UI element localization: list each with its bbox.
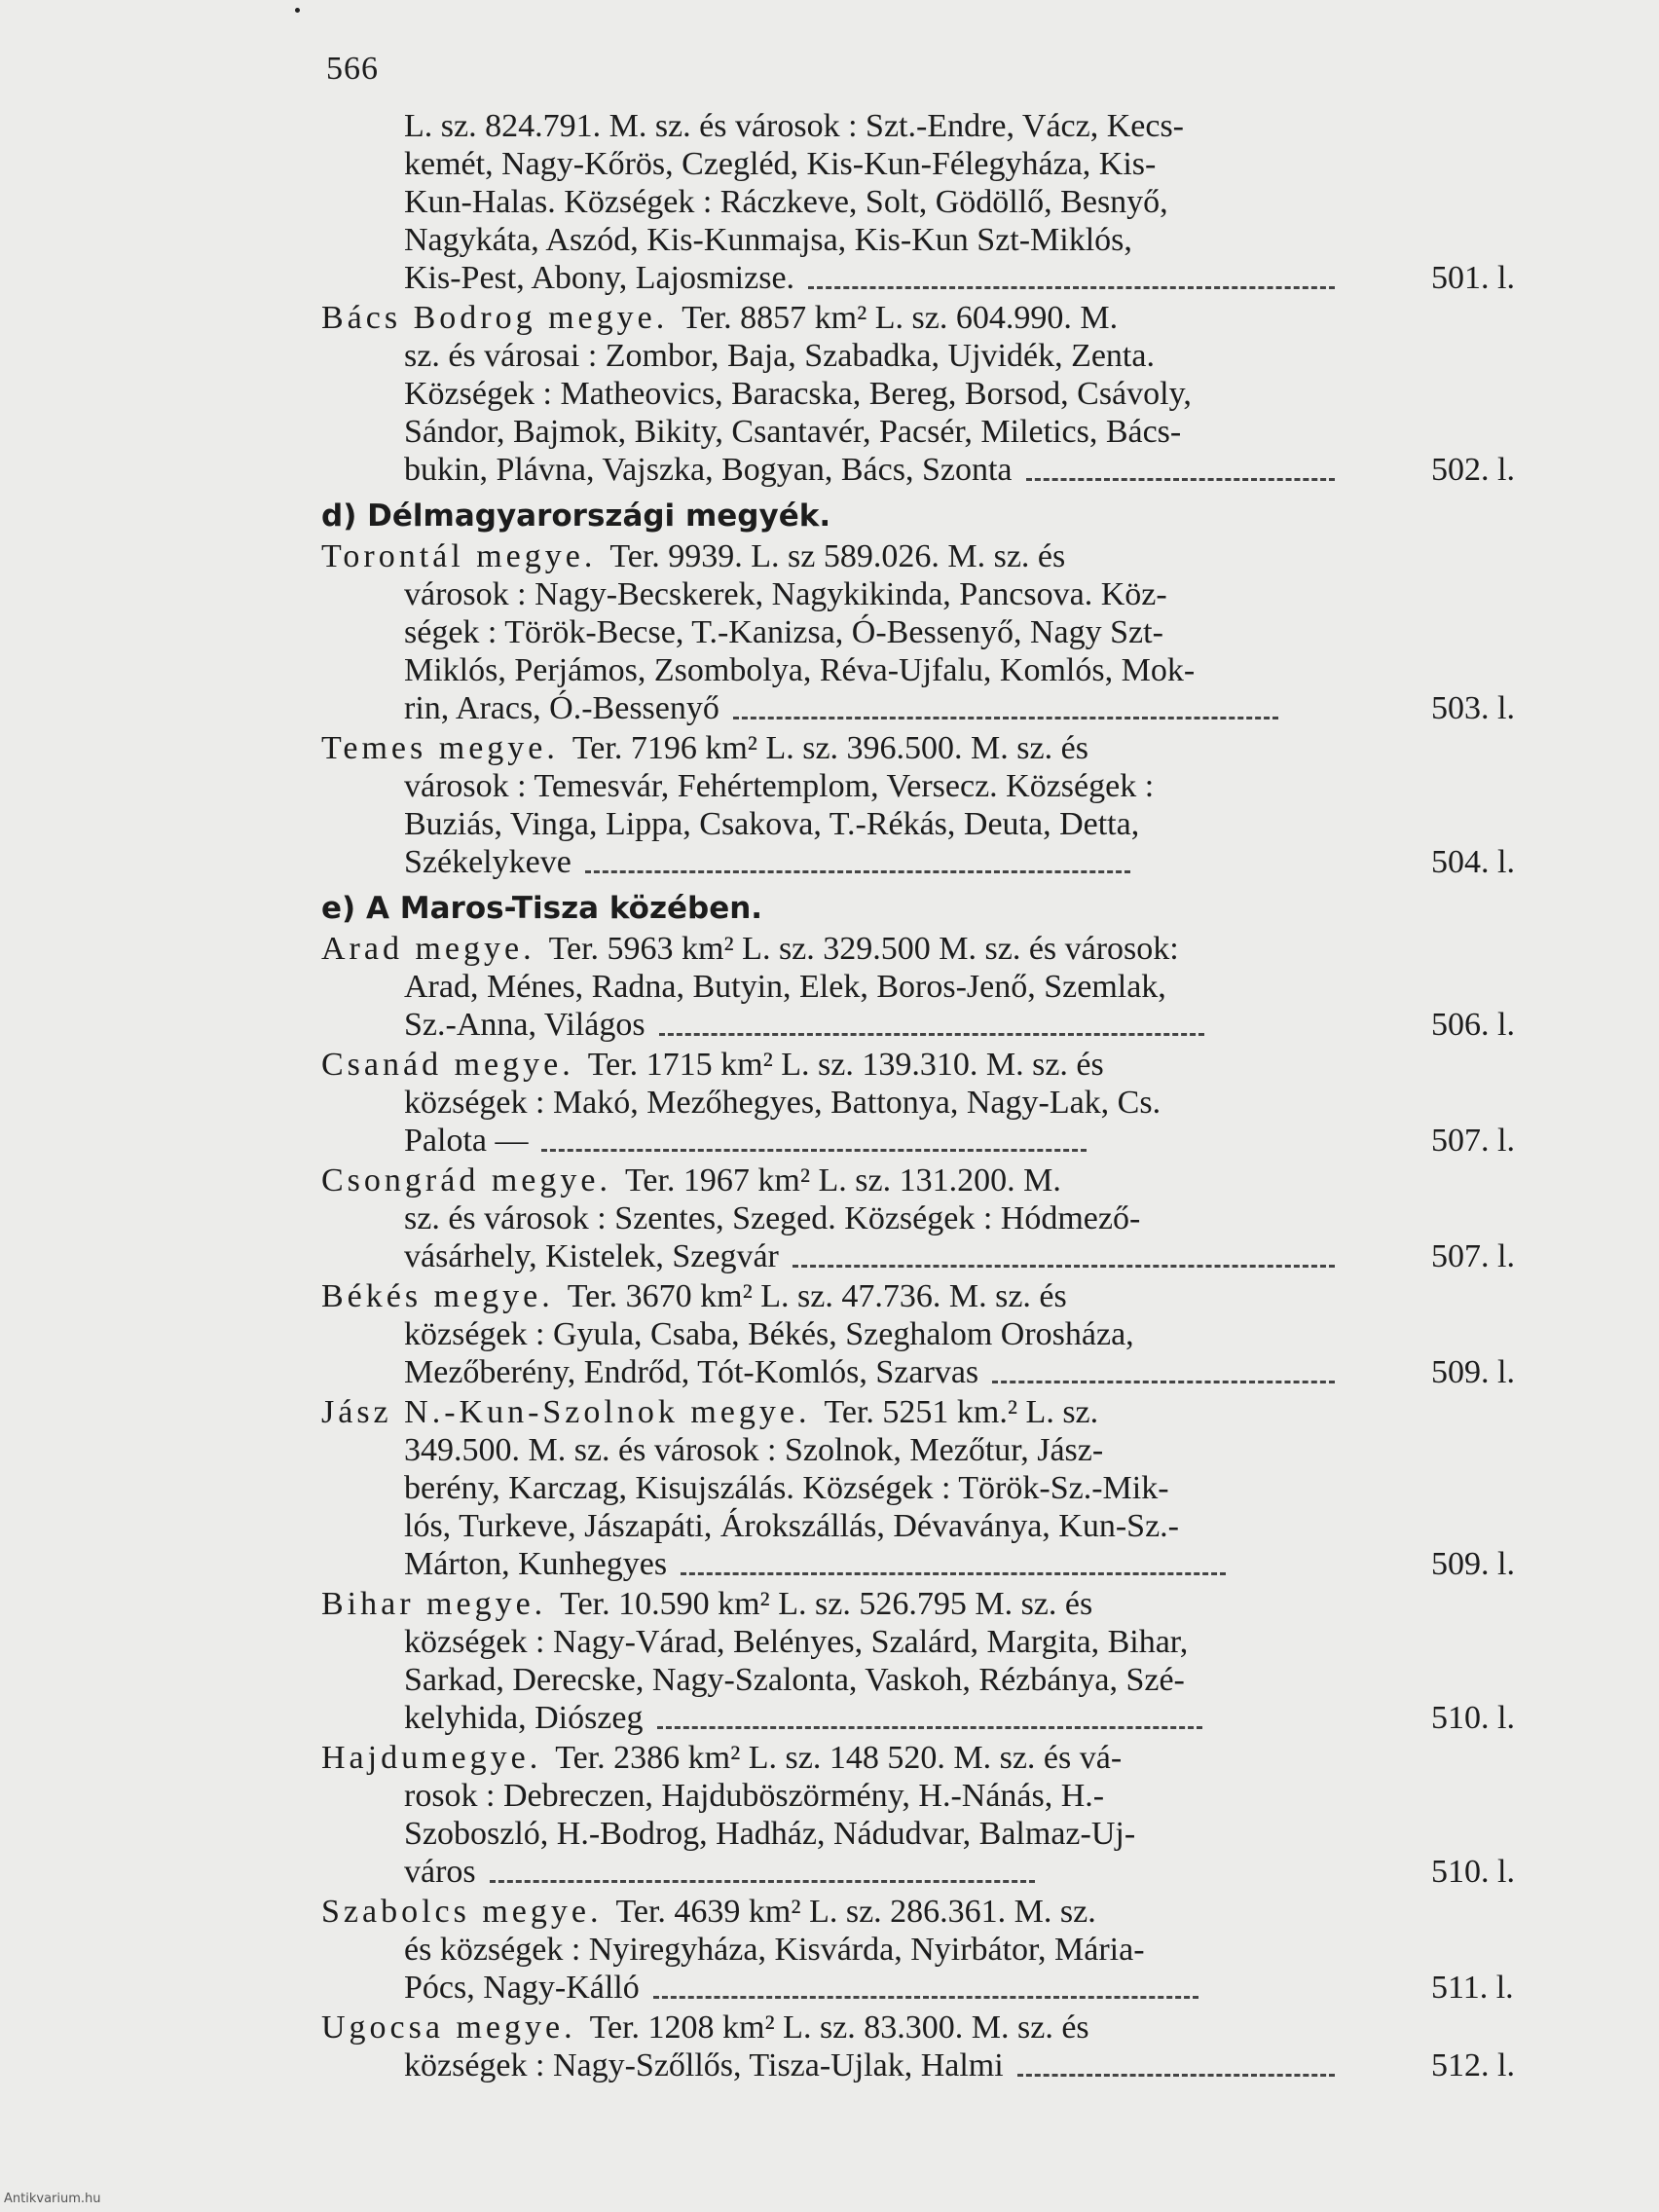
dot-leader: [585, 870, 1130, 873]
entry-text-line: Sarkad, Derecske, Nagy-Szalonta, Vaskoh, Rézbánya, Szé-: [404, 1662, 1185, 1698]
entry-text-line: sz. és városok : Szentes, Szeged. Községek : Hódmező-: [404, 1200, 1141, 1236]
dot-leader: [657, 1726, 1202, 1729]
entry-text-line: Ter. 8857 km² L. sz. 604.990. M.: [682, 300, 1119, 336]
page-number: 566: [326, 51, 379, 87]
dot-leader: [490, 1880, 1035, 1883]
entry-text-line: bukin, Plávna, Vajszka, Bogyan, Bács, Szonta: [404, 452, 1013, 488]
entry-text-line: rin, Aracs, Ó.-Bessenyő: [404, 690, 719, 726]
dot-leader: [1017, 2074, 1335, 2077]
county-name: Békés megye.: [321, 1278, 554, 1314]
entry-text-line: Buziás, Vinga, Lippa, Csakova, T.-Rékás, Deuta, Detta,: [404, 806, 1140, 842]
entry-text-line: Kis-Pest, Abony, Lajosmizse.: [404, 260, 795, 296]
dot-leader: [659, 1033, 1204, 1036]
county-entry-temes: [321, 729, 1558, 881]
entry-text-line: Mezőberény, Endrőd, Tót-Komlós, Szarvas: [404, 1354, 979, 1390]
page-reference: 510. l.: [1431, 1700, 1515, 1736]
page-reference: 502. l.: [1431, 452, 1515, 488]
gazetteer-list: [321, 107, 1558, 2086]
county-entry-jasz: [321, 1393, 1558, 1583]
page-reference: 509. l.: [1431, 1546, 1515, 1582]
entry-text-line: Ter. 7196 km² L. sz. 396.500. M. sz. és: [571, 730, 1088, 766]
entry-text-line: községek : Gyula, Csaba, Békés, Szeghalom Orosháza,: [404, 1316, 1134, 1352]
entry-text-line: Ter. 1967 km² L. sz. 131.200. M.: [624, 1162, 1061, 1198]
entry-text-line: Ter. 1208 km² L. sz. 83.300. M. sz. és: [589, 2009, 1089, 2046]
entry-text-line: Ter. 3670 km² L. sz. 47.736. M. sz. és: [567, 1278, 1067, 1314]
page-reference: 506. l.: [1431, 1007, 1515, 1043]
entry-text-line: Községek : Matheovics, Baracska, Bereg, Borsod, Csávoly,: [404, 376, 1192, 412]
entry-text-line: városok : Temesvár, Fehértemplom, Versecz. Községek :: [404, 768, 1155, 804]
dot-leader: [992, 1381, 1335, 1383]
county-entry-szabolcs: [321, 1893, 1558, 2007]
county-entry-bacs: [321, 299, 1558, 489]
entry-text-line: községek : Makó, Mezőhegyes, Battonya, Nagy-Lak, Cs.: [404, 1085, 1161, 1121]
county-name: Hajdumegye.: [321, 1740, 542, 1776]
entry-text-line: Ter. 5963 km² L. sz. 329.500 M. sz. és városok:: [548, 931, 1179, 967]
entry-text-line: 349.500. M. sz. és városok : Szolnok, Mezőtur, Jász-: [404, 1432, 1104, 1468]
entry-text-line: ségek : Török-Becse, T.-Kanizsa, Ó-Bessenyő, Nagy Szt-: [404, 614, 1163, 650]
entry-text-line: Márton, Kunhegyes: [404, 1546, 668, 1582]
entry-text-line: Ter. 5251 km.² L. sz.: [824, 1394, 1099, 1430]
entry-text-line: és községek : Nyiregyháza, Kisvárda, Nyirbátor, Mária-: [404, 1932, 1145, 1968]
entry-text-line: Kun-Halas. Községek : Ráczkeve, Solt, Gödöllő, Besnyő,: [404, 184, 1168, 220]
page-reference: 504. l.: [1431, 844, 1515, 880]
county-entry-bihar: [321, 1585, 1558, 1737]
entry-text-line: Nagykáta, Aszód, Kis-Kunmajsa, Kis-Kun Szt-Miklós,: [404, 222, 1132, 258]
entry-text-line: L. sz. 824.791. M. sz. és városok : Szt.-Endre, Vácz, Kecs-: [404, 108, 1185, 144]
entry-text-line: lós, Turkeve, Jászapáti, Árokszállás, Dévaványa, Kun-Sz.-: [404, 1508, 1179, 1544]
section-heading: d) Délmagyarországi megyék.: [321, 498, 831, 534]
dot-leader: [793, 1265, 1335, 1268]
county-entry-csanad: [321, 1046, 1558, 1160]
county-entry-ugocsa: [321, 2009, 1558, 2084]
entry-text-line: Sándor, Bajmok, Bikity, Csantavér, Pacsér, Miletics, Bács-: [404, 414, 1182, 450]
county-entry-hajdu: [321, 1739, 1558, 1891]
section-heading: e) A Maros-Tisza közében.: [321, 891, 763, 926]
county-name: Bács Bodrog megye.: [321, 300, 669, 336]
county-entry-pest: [321, 107, 1558, 297]
entry-text-line: Sz.-Anna, Világos: [404, 1007, 645, 1043]
county-entry-torontal: [321, 537, 1558, 727]
entry-text-line: sz. és városai : Zombor, Baja, Szabadka, Ujvidék, Zenta.: [404, 338, 1155, 374]
dot-leader: [653, 1996, 1198, 1999]
page-reference: 510. l.: [1431, 1854, 1515, 1890]
entry-text-line: Szoboszló, H.-Bodrog, Hadház, Nádudvar, Balmaz-Uj-: [404, 1816, 1136, 1852]
entry-text-line: rosok : Debreczen, Hajduböszörmény, H.-Nánás, H.-: [404, 1778, 1105, 1814]
dot-leader: [541, 1149, 1087, 1152]
county-entry-bekes: [321, 1277, 1558, 1391]
entry-text-line: Miklós, Perjámos, Zsombolya, Réva-Ujfalu, Komlós, Mok-: [404, 652, 1196, 688]
page-reference: 511. l.: [1431, 1970, 1514, 2006]
entry-text-line: Arad, Ménes, Radna, Butyin, Elek, Boros-Jenő, Szemlak,: [404, 969, 1166, 1005]
county-name: Ugocsa megye.: [321, 2009, 576, 2046]
county-name: Csanád megye.: [321, 1047, 574, 1083]
page-reference: 512. l.: [1431, 2047, 1515, 2083]
county-entry-csongrad: [321, 1161, 1558, 1275]
page-reference: 503. l.: [1431, 690, 1515, 726]
entry-text-line: kelyhida, Diószeg: [404, 1700, 644, 1736]
dot-leader: [733, 717, 1278, 719]
dot-leader: [808, 286, 1335, 289]
entry-text-line: Ter. 2386 km² L. sz. 148 520. M. sz. és vá-: [555, 1740, 1123, 1776]
entry-text-line: kemét, Nagy-Kőrös, Czegléd, Kis-Kun-Félegyháza, Kis-: [404, 146, 1157, 182]
page-reference: 509. l.: [1431, 1354, 1515, 1390]
county-name: Szabolcs megye.: [321, 1894, 603, 1930]
entry-text-line: Székelykeve: [404, 844, 571, 880]
entry-text-line: Ter. 4639 km² L. sz. 286.361. M. sz.: [615, 1894, 1096, 1930]
entry-text-line: vásárhely, Kistelek, Szegvár: [404, 1238, 779, 1274]
entry-text-line: Ter. 9939. L. sz 589.026. M. sz. és: [609, 538, 1066, 574]
page-reference: 501. l.: [1431, 260, 1515, 296]
dot-leader: [681, 1572, 1226, 1575]
dot-leader: [1026, 478, 1335, 481]
entry-text-line: községek : Nagy-Szőllős, Tisza-Ujlak, Halmi: [404, 2047, 1004, 2083]
county-name: Bihar megye.: [321, 1586, 547, 1622]
county-name: Torontál megye.: [321, 538, 597, 574]
county-name: Arad megye.: [321, 931, 535, 967]
entry-text-line: városok : Nagy-Becskerek, Nagykikinda, Pancsova. Köz-: [404, 576, 1167, 612]
entry-text-line: Ter. 1715 km² L. sz. 139.310. M. sz. és: [587, 1047, 1104, 1083]
county-entry-arad: [321, 930, 1558, 1044]
print-speck: [295, 8, 300, 13]
entry-text-line: Ter. 10.590 km² L. sz. 526.795 M. sz. és: [560, 1586, 1093, 1622]
page-reference: 507. l.: [1431, 1238, 1515, 1274]
entry-text-line: berény, Karczag, Kisujszálás. Községek : Török-Sz.-Mik-: [404, 1470, 1169, 1506]
county-name: Jász N.-Kun-Szolnok megye.: [321, 1394, 811, 1430]
entry-text-line: községek : Nagy-Várad, Belényes, Szalárd, Margita, Bihar,: [404, 1624, 1189, 1660]
source-watermark: Antikvarium.hu: [4, 2192, 101, 2206]
county-name: Csongrád megye.: [321, 1162, 611, 1198]
entry-text-line: Pócs, Nagy-Kálló: [404, 1970, 640, 2006]
entry-text-line: Palota —: [404, 1123, 529, 1159]
entry-text-line: város: [404, 1854, 476, 1890]
page-reference: 507. l.: [1431, 1123, 1515, 1159]
county-name: Temes megye.: [321, 730, 559, 766]
